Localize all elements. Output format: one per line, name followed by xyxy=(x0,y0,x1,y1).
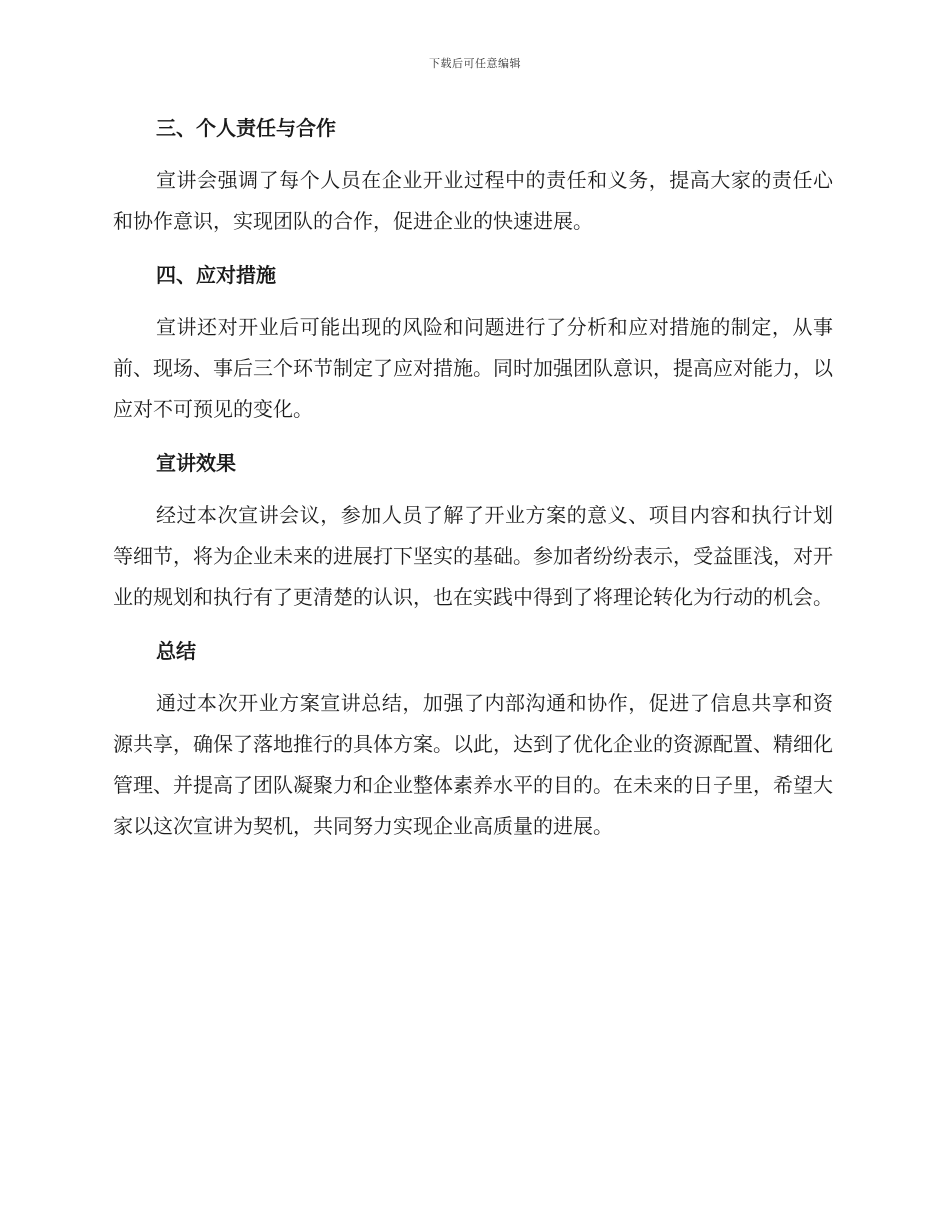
section-heading: 宣讲效果 xyxy=(156,451,236,475)
page-header: 下载后可任意编辑 xyxy=(429,57,521,70)
section-personal-responsibility xyxy=(113,108,833,242)
section-heading: 总结 xyxy=(156,639,196,663)
section-paragraph: 经过本次宣讲会议，参加人员了解了开业方案的意义、项目内容和执行计划等细节，将为企业未来的进展打下坚实的基础。参加者纷纷表示，受益匪浅，对开业的规划和执行有了更清楚的认识，也在实践中得到了将理论转化为行动的机会。 xyxy=(113,503,833,609)
section-countermeasures xyxy=(113,255,833,430)
section-heading: 四、应对措施 xyxy=(156,263,276,287)
section-paragraph: 宣讲还对开业后可能出现的风险和问题进行了分析和应对措施的制定，从事前、现场、事后三个环节制定了应对措施。同时加强团队意识，提高应对能力，以应对不可预见的变化。 xyxy=(113,315,833,421)
section-paragraph: 宣讲会强调了每个人员在企业开业过程中的责任和义务，提高大家的责任心和协作意识，实现团队的合作，促进企业的快速进展。 xyxy=(113,168,833,233)
document-body xyxy=(113,108,833,847)
section-paragraph: 通过本次开业方案宣讲总结，加强了内部沟通和协作，促进了信息共享和资源共享，确保了落地推行的具体方案。以此，达到了优化企业的资源配置、精细化管理、并提高了团队凝聚力和企业整体素养水平的目的。在未来的日子里，希望大家以这次宣讲为契机，共同努力实现企业高质量的进展。 xyxy=(113,691,833,838)
section-summary xyxy=(113,631,833,847)
section-heading: 三、个人责任与合作 xyxy=(156,116,336,140)
section-effect xyxy=(113,443,833,618)
